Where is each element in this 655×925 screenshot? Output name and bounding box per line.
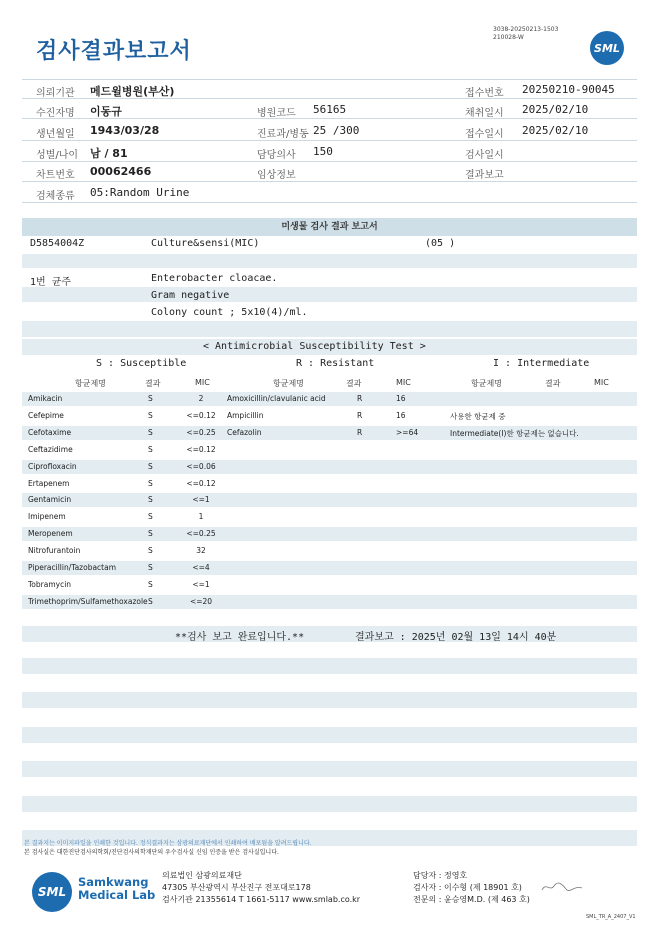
antibiotic-result: S xyxy=(148,495,153,505)
field-label: 차트번호 xyxy=(36,170,75,181)
row-divider xyxy=(22,202,637,203)
field-value: 25 /300 xyxy=(313,124,360,137)
document-id: SML_TR_A_2407_V1 xyxy=(586,914,636,920)
antibiotic-mic: <=4 xyxy=(192,563,210,572)
antibiotic-result: S xyxy=(148,563,153,572)
field-label: 검체종류 xyxy=(36,191,75,202)
sml-logo xyxy=(590,31,624,65)
antibiotic-name: Ampicillin xyxy=(227,410,264,420)
antibiotic-name: Cefotaxime xyxy=(28,427,72,437)
field-label: 검사일시 xyxy=(465,150,504,161)
band xyxy=(22,692,637,708)
antibiotic-name: Amikacin xyxy=(28,394,63,403)
antibiotic-name: Gentamicin xyxy=(28,495,72,505)
col-header-drug: 항균제명 xyxy=(273,379,304,388)
legend-resistant: R : Resistant xyxy=(296,358,375,369)
intermediate-note: Intermediate(I)한 항균제는 없습니다. xyxy=(450,428,579,438)
band xyxy=(22,796,637,812)
antibiotic-mic: 16 xyxy=(396,394,406,403)
band xyxy=(22,727,637,743)
col-header-mic: MIC xyxy=(195,378,210,387)
col-header-result: 결과 xyxy=(145,379,161,388)
staff-doctor: 전문의 : 윤승영M.D. (제 463 호) xyxy=(413,895,530,904)
legend-intermediate: I : Intermediate xyxy=(493,358,590,369)
org-info xyxy=(162,870,360,906)
antibiotic-result: S xyxy=(148,579,153,589)
antibiotic-result: R xyxy=(357,394,363,403)
antibiotic-mic: 32 xyxy=(196,546,206,556)
field-label: 진료과/병동 xyxy=(257,129,309,140)
antibiotic-mic: 1 xyxy=(198,512,204,522)
band xyxy=(22,761,637,777)
antibiotic-mic: 2 xyxy=(198,394,204,403)
antibiotic-mic: <=1 xyxy=(192,579,210,589)
field-value: 남 / 81 xyxy=(90,147,128,160)
section-title: 미생물 검사 결과 보고서 xyxy=(22,218,637,236)
antibiotic-mic: >=64 xyxy=(396,427,419,437)
field-label: 임상정보 xyxy=(257,170,296,181)
band xyxy=(22,287,637,302)
page-title: 검사결과보고서 xyxy=(36,39,192,64)
colony-count: Colony count ; 5x10(4)/ml. xyxy=(151,307,308,318)
band xyxy=(22,392,637,406)
antibiotic-name: Ciprofloxacin xyxy=(28,461,77,471)
antibiotic-result: S xyxy=(148,546,153,556)
ast-title: < Antimicrobial Susceptibility Test > xyxy=(203,341,426,352)
band xyxy=(22,321,637,337)
completion-text: **검사 보고 완료입니다.** xyxy=(175,632,305,643)
organism-label: 1번 균주 xyxy=(30,277,72,288)
antibiotic-name: Cefepime xyxy=(28,410,64,420)
antibiotic-mic: <=0.25 xyxy=(186,529,216,539)
antibiotic-mic: <=0.12 xyxy=(186,478,216,488)
row-divider xyxy=(22,79,637,80)
col-header-mic: MIC xyxy=(396,378,411,387)
brand-line1: Samkwang xyxy=(78,875,149,889)
field-value: 2025/02/10 xyxy=(522,103,589,116)
antibiotic-mic: <=0.12 xyxy=(186,444,216,454)
antibiotic-result: S xyxy=(148,444,153,454)
legend-susceptible: S : Susceptible xyxy=(96,358,187,369)
antibiotic-mic: <=1 xyxy=(192,495,210,505)
col-header-result: 결과 xyxy=(545,379,561,388)
antibiotic-name: Ceftazidime xyxy=(28,444,73,454)
image-notice: 본 결과지는 이미지파일을 인쇄한 것입니다. 정식결과지는 삼광의료재단에서 인쇄하여 배포됨을 알려드립니다. xyxy=(24,840,312,847)
report-datetime: 결과보고 : 2025년 02월 13일 14시 40분 xyxy=(355,632,557,643)
staff-manager: 담당자 : 정영호 xyxy=(413,871,468,880)
antibiotic-name: Cefazolin xyxy=(227,427,262,437)
antibiotic-result: S xyxy=(148,478,153,488)
report-code xyxy=(493,26,558,42)
antibiotic-name: Meropenem xyxy=(28,529,73,539)
field-label: 병원코드 xyxy=(257,108,296,119)
antibiotic-result: S xyxy=(148,596,153,606)
field-value: 56165 xyxy=(313,103,347,116)
field-label: 채취일시 xyxy=(465,108,504,119)
field-label: 담당의사 xyxy=(257,150,296,161)
field-label: 수진자명 xyxy=(36,108,75,119)
antibiotic-mic: <=0.25 xyxy=(186,427,216,437)
staff-tester: 검사자 : 이수형 (제 18901 호) xyxy=(413,883,522,892)
field-value: 20250210-90045 xyxy=(522,83,615,96)
field-label: 접수번호 xyxy=(465,88,504,99)
antibiotic-result: S xyxy=(148,512,153,522)
antibiotic-mic: <=0.12 xyxy=(186,410,216,420)
col-header-mic: MIC xyxy=(594,378,609,387)
report-code-line2: 210028-W xyxy=(493,34,524,41)
brand-name xyxy=(78,876,155,902)
test-number: (05 ) xyxy=(425,238,456,249)
org-contact: 검사기관 21355614 T 1661-5117 www.smlab.co.kr xyxy=(162,895,361,904)
field-label: 접수일시 xyxy=(465,129,504,140)
field-label: 결과보고 xyxy=(465,170,504,181)
organism-name: Enterobacter cloacae. xyxy=(151,273,278,284)
sml-footer-logo xyxy=(32,872,72,912)
report-code-line1: 3038-20250213-1503 xyxy=(493,26,559,33)
col-header-drug: 항균제명 xyxy=(75,379,106,388)
antibiotic-name: Imipenem xyxy=(28,512,66,522)
antibiotic-name: Ertapenem xyxy=(28,478,70,488)
antibiotic-name: Nitrofurantoin xyxy=(28,546,81,556)
row-divider xyxy=(22,181,637,182)
field-value: 05:Random Urine xyxy=(90,186,190,199)
field-label: 의뢰기관 xyxy=(36,88,75,99)
antibiotic-name: Amoxicillin/clavulanic acid xyxy=(227,394,326,403)
antibiotic-result: S xyxy=(148,427,153,437)
antibiotic-result: S xyxy=(148,394,153,403)
test-name: Culture&sensi(MIC) xyxy=(151,238,260,249)
signature-mark xyxy=(540,880,584,894)
field-value: 메드윌병원(부산) xyxy=(90,85,175,98)
sml-footer-logo-text: SML xyxy=(37,885,67,899)
row-divider xyxy=(22,161,637,162)
field-label: 성별/나이 xyxy=(36,150,79,161)
field-value: 2025/02/10 xyxy=(522,124,589,137)
sml-logo-text: SML xyxy=(594,42,620,55)
field-value: 150 xyxy=(313,145,333,158)
row-divider xyxy=(22,140,637,141)
band xyxy=(22,254,637,268)
brand-line2: Medical Lab xyxy=(78,888,156,902)
antibiotic-mic: <=20 xyxy=(189,596,213,606)
col-header-result: 결과 xyxy=(346,379,362,388)
antibiotic-result: R xyxy=(357,410,363,420)
band xyxy=(22,658,637,674)
antibiotic-name: Piperacillin/Tazobactam xyxy=(28,563,117,572)
band xyxy=(22,493,637,507)
org-address: 47305 부산광역시 부산진구 전포대로178 xyxy=(162,883,311,892)
antibiotic-mic: <=0.06 xyxy=(186,461,216,471)
antibiotic-result: S xyxy=(148,410,153,420)
antibiotic-result: S xyxy=(148,461,153,471)
antibiotic-mic: 16 xyxy=(396,410,406,420)
band xyxy=(22,460,637,474)
gram-stain: Gram negative xyxy=(151,290,230,301)
field-value: 이동규 xyxy=(90,105,122,118)
test-code: D5854004Z xyxy=(30,238,85,249)
antibiotic-name: Tobramycin xyxy=(28,579,72,589)
antibiotic-result: S xyxy=(148,529,153,539)
field-value: 1943/03/28 xyxy=(90,124,160,137)
antibiotic-name: Trimethoprim/Sulfamethoxazole xyxy=(28,596,148,606)
antibiotic-result: R xyxy=(357,427,363,437)
col-header-drug: 항균제명 xyxy=(471,379,502,388)
intermediate-note: 사용한 항균제 중 xyxy=(450,411,506,421)
org-name: 의료법인 삼광의료재단 xyxy=(162,871,242,880)
band xyxy=(22,527,637,541)
staff-info xyxy=(413,870,530,906)
cert-notice: 본 검사실은 대한진단검사의학회/진단검사의학재단의 우수검사실 신임 인증을 받은 검사실입니다. xyxy=(24,849,279,856)
field-value: 00062466 xyxy=(90,165,152,178)
field-label: 생년월일 xyxy=(36,129,75,140)
